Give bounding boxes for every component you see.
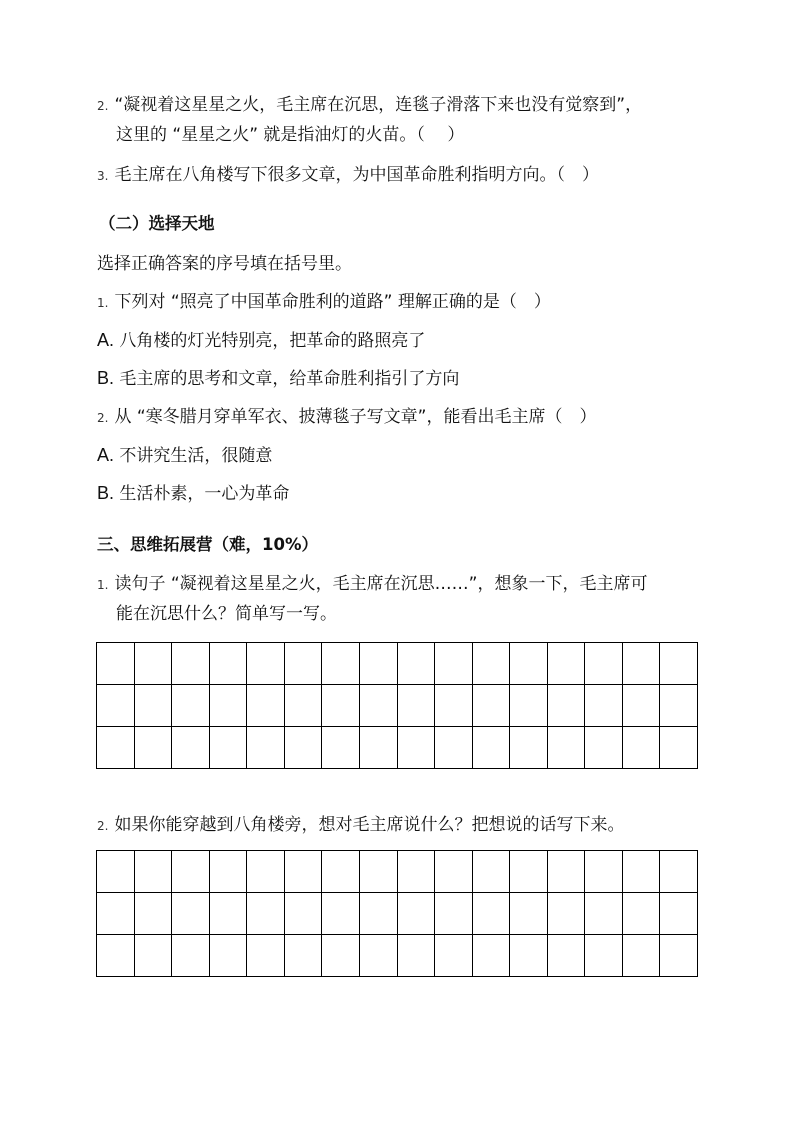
option-letter: A. xyxy=(97,330,115,350)
writing-grid-2[interactable] xyxy=(96,850,698,977)
judge-question-3 xyxy=(97,164,599,187)
grid-cell[interactable] xyxy=(97,935,135,977)
grid-cell[interactable] xyxy=(134,685,172,727)
grid-cell[interactable] xyxy=(284,685,322,727)
option-text: 毛主席的思考和文章，给革命胜利指引了方向 xyxy=(119,369,460,389)
grid-cell[interactable] xyxy=(97,643,135,685)
grid-cell[interactable] xyxy=(585,643,623,685)
grid-cell[interactable] xyxy=(435,685,473,727)
grid-cell[interactable] xyxy=(622,643,660,685)
grid-cell[interactable] xyxy=(472,685,510,727)
choice-instruction: 选择正确答案的序号填在括号里。 xyxy=(97,254,352,274)
grid-cell[interactable] xyxy=(660,893,698,935)
grid-cell[interactable] xyxy=(247,643,285,685)
grid-cell[interactable] xyxy=(359,935,397,977)
grid-cell[interactable] xyxy=(284,935,322,977)
grid-cell[interactable] xyxy=(172,893,210,935)
grid-cell[interactable] xyxy=(397,727,435,769)
question-text: 从 “寒冬腊月穿单军衣、披薄毯子写文章”，能看出毛主席（ ） xyxy=(114,407,597,427)
grid-cell[interactable] xyxy=(547,935,585,977)
grid-cell[interactable] xyxy=(172,727,210,769)
grid-cell[interactable] xyxy=(397,685,435,727)
option-text: 八角楼的灯光特别亮，把革命的路照亮了 xyxy=(119,331,426,351)
choice-question-2-option-b xyxy=(97,482,289,505)
grid-cell[interactable] xyxy=(359,685,397,727)
grid-cell[interactable] xyxy=(397,893,435,935)
grid-cell[interactable] xyxy=(134,727,172,769)
grid-cell[interactable] xyxy=(622,935,660,977)
grid-cell[interactable] xyxy=(510,893,548,935)
grid-cell[interactable] xyxy=(97,893,135,935)
grid-row xyxy=(97,893,698,935)
section-heading-choice: （二）选择天地 xyxy=(99,214,215,233)
grid-cell[interactable] xyxy=(284,851,322,893)
grid-cell[interactable] xyxy=(547,643,585,685)
grid-cell[interactable] xyxy=(209,643,247,685)
grid-cell[interactable] xyxy=(134,643,172,685)
grid-cell[interactable] xyxy=(585,727,623,769)
grid-cell[interactable] xyxy=(397,935,435,977)
grid-cell[interactable] xyxy=(660,643,698,685)
grid-cell[interactable] xyxy=(134,893,172,935)
question-text: 下列对 “照亮了中国革命胜利的道路” 理解正确的是（ ） xyxy=(114,292,551,312)
grid-cell[interactable] xyxy=(172,685,210,727)
thinking-question-1-line2: 能在沉思什么？简单写一写。 xyxy=(116,604,337,624)
grid-cell[interactable] xyxy=(359,643,397,685)
grid-cell[interactable] xyxy=(97,851,135,893)
grid-cell[interactable] xyxy=(547,851,585,893)
option-text: 生活朴素，一心为革命 xyxy=(119,484,290,504)
grid-cell[interactable] xyxy=(510,851,548,893)
grid-cell[interactable] xyxy=(547,685,585,727)
grid-cell[interactable] xyxy=(622,727,660,769)
grid-cell[interactable] xyxy=(510,685,548,727)
question-text: “凝视着这星星之火，毛主席在沉思，连毯子滑落下来也没有觉察到”， xyxy=(114,95,643,115)
grid-cell[interactable] xyxy=(322,851,360,893)
grid-cell[interactable] xyxy=(585,935,623,977)
grid-cell[interactable] xyxy=(172,643,210,685)
question-number: 2. xyxy=(97,99,109,113)
choice-question-2 xyxy=(97,406,596,429)
option-letter: B. xyxy=(97,483,115,503)
grid-cell[interactable] xyxy=(585,893,623,935)
question-number: 1. xyxy=(97,296,109,310)
option-text: 不讲究生活，很随意 xyxy=(119,446,273,466)
writing-grid-1[interactable] xyxy=(96,642,698,769)
grid-cell[interactable] xyxy=(510,935,548,977)
question-number: 2. xyxy=(97,819,109,833)
thinking-question-1-line1 xyxy=(97,573,647,596)
thinking-question-2 xyxy=(97,814,624,837)
option-letter: B. xyxy=(97,368,115,388)
question-text: 如果你能穿越到八角楼旁，想对毛主席说什么？把想说的话写下来。 xyxy=(114,815,625,835)
grid-row xyxy=(97,727,698,769)
grid-cell[interactable] xyxy=(622,893,660,935)
grid-cell[interactable] xyxy=(435,893,473,935)
grid-cell[interactable] xyxy=(209,893,247,935)
question-number: 3. xyxy=(97,169,109,183)
grid-cell[interactable] xyxy=(247,935,285,977)
grid-cell[interactable] xyxy=(622,851,660,893)
grid-row xyxy=(97,851,698,893)
grid-cell[interactable] xyxy=(660,727,698,769)
grid-cell[interactable] xyxy=(435,851,473,893)
choice-question-1-option-b xyxy=(97,367,459,390)
grid-cell[interactable] xyxy=(472,893,510,935)
question-number: 2. xyxy=(97,411,109,425)
grid-cell[interactable] xyxy=(547,727,585,769)
grid-cell[interactable] xyxy=(510,643,548,685)
grid-cell[interactable] xyxy=(322,643,360,685)
option-letter: A. xyxy=(97,445,115,465)
grid-cell[interactable] xyxy=(585,851,623,893)
grid-cell[interactable] xyxy=(472,935,510,977)
question-text: 读句子 “凝视着这星星之火，毛主席在沉思……”，想象一下，毛主席可 xyxy=(114,574,648,594)
grid-row xyxy=(97,685,698,727)
grid-cell[interactable] xyxy=(97,727,135,769)
grid-cell[interactable] xyxy=(247,851,285,893)
grid-row xyxy=(97,643,698,685)
grid-cell[interactable] xyxy=(247,893,285,935)
grid-cell[interactable] xyxy=(510,727,548,769)
section-heading-thinking: 三、思维拓展营（难，10%） xyxy=(97,535,318,554)
grid-cell[interactable] xyxy=(209,727,247,769)
grid-cell[interactable] xyxy=(435,935,473,977)
question-text: 毛主席在八角楼写下很多文章，为中国革命胜利指明方向。（ ） xyxy=(114,165,599,185)
grid-cell[interactable] xyxy=(209,685,247,727)
grid-cell[interactable] xyxy=(472,727,510,769)
grid-cell[interactable] xyxy=(284,643,322,685)
grid-cell[interactable] xyxy=(359,727,397,769)
grid-cell[interactable] xyxy=(622,685,660,727)
grid-cell[interactable] xyxy=(397,643,435,685)
grid-cell[interactable] xyxy=(209,935,247,977)
grid-cell[interactable] xyxy=(134,935,172,977)
grid-cell[interactable] xyxy=(172,935,210,977)
grid-cell[interactable] xyxy=(359,893,397,935)
grid-cell[interactable] xyxy=(247,685,285,727)
choice-question-2-option-a xyxy=(97,444,272,467)
question-number: 1. xyxy=(97,578,109,592)
grid-cell[interactable] xyxy=(97,685,135,727)
grid-cell[interactable] xyxy=(284,727,322,769)
choice-question-1 xyxy=(97,291,551,314)
grid-cell[interactable] xyxy=(435,727,473,769)
grid-cell[interactable] xyxy=(134,851,172,893)
grid-cell[interactable] xyxy=(322,685,360,727)
grid-cell[interactable] xyxy=(660,851,698,893)
judge-question-2-line1 xyxy=(97,94,642,117)
grid-cell[interactable] xyxy=(209,851,247,893)
grid-cell[interactable] xyxy=(284,893,322,935)
grid-cell[interactable] xyxy=(322,727,360,769)
grid-cell[interactable] xyxy=(472,643,510,685)
grid-cell[interactable] xyxy=(435,643,473,685)
grid-cell[interactable] xyxy=(660,935,698,977)
choice-question-1-option-a xyxy=(97,329,425,352)
judge-question-2-line2: 这里的 “星星之火” 就是指油灯的火苗。（ ） xyxy=(116,125,465,145)
grid-cell[interactable] xyxy=(547,893,585,935)
grid-cell[interactable] xyxy=(585,685,623,727)
grid-cell[interactable] xyxy=(247,727,285,769)
grid-row xyxy=(97,935,698,977)
grid-cell[interactable] xyxy=(322,893,360,935)
grid-cell[interactable] xyxy=(172,851,210,893)
grid-cell[interactable] xyxy=(472,851,510,893)
grid-cell[interactable] xyxy=(397,851,435,893)
grid-cell[interactable] xyxy=(359,851,397,893)
grid-cell[interactable] xyxy=(660,685,698,727)
grid-cell[interactable] xyxy=(322,935,360,977)
